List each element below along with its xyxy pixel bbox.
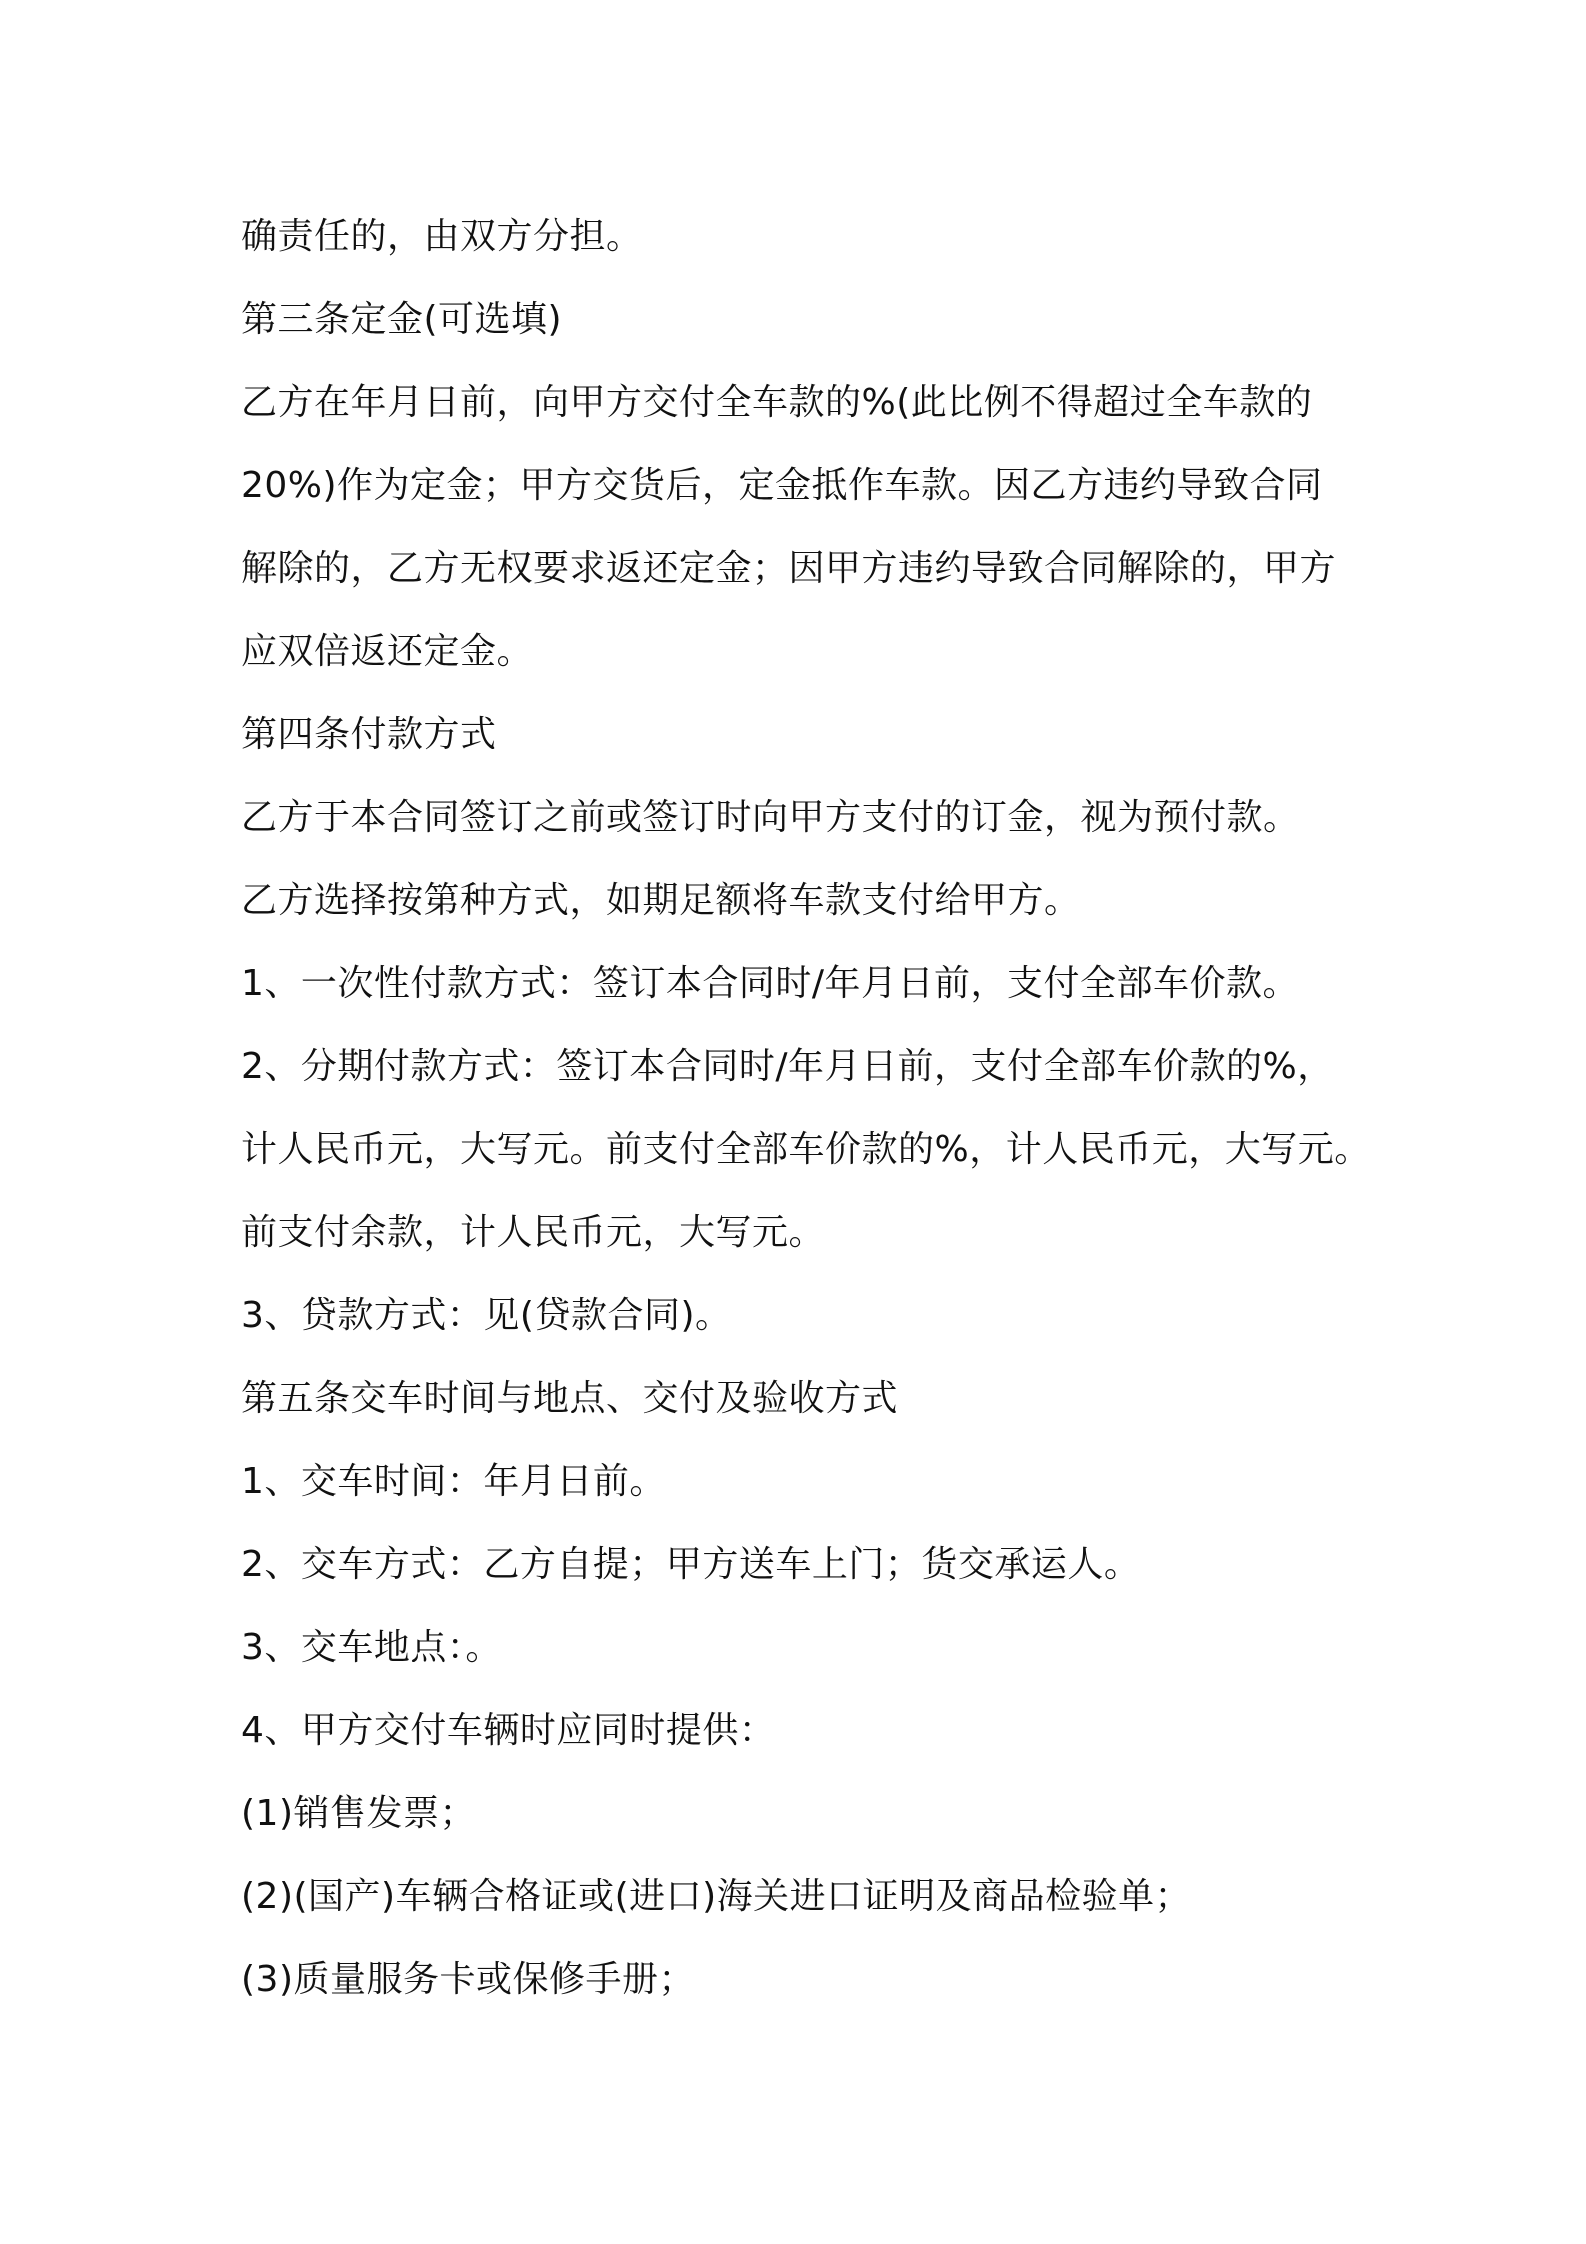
list-item: 4、甲方交付车辆时应同时提供： xyxy=(241,1710,776,1751)
article-heading-deposit: 第三条定金(可选填) xyxy=(241,299,563,340)
text-line: 前支付余款，计人民币元，大写元。 xyxy=(241,1212,826,1253)
document-body xyxy=(241,195,1371,2021)
text-line: 乙方于本合同签订之前或签订时向甲方支付的订金，视为预付款。 xyxy=(241,797,1300,838)
list-item: 2、分期付款方式：签订本合同时/年月日前，支付全部车价款的%， xyxy=(241,1046,1334,1087)
list-item: 2、交车方式：乙方自提；甲方送车上门；货交承运人。 xyxy=(241,1544,1141,1585)
list-item: 1、一次性付款方式：签订本合同时/年月日前，支付全部车价款。 xyxy=(241,963,1300,1004)
text-line: 乙方选择按第种方式，如期足额将车款支付给甲方。 xyxy=(241,880,1081,921)
text-line: 乙方在年月日前，向甲方交付全车款的%(此比例不得超过全车款的 xyxy=(241,382,1313,423)
article-heading-payment: 第四条付款方式 xyxy=(241,714,497,755)
list-item: 1、交车时间：年月日前。 xyxy=(241,1461,666,1502)
text-line: 计人民币元，大写元。前支付全部车价款的%，计人民币元，大写元。 xyxy=(241,1129,1371,1170)
text-line: 20%)作为定金；甲方交货后，定金抵作车款。因乙方违约导致合同 xyxy=(241,465,1323,506)
text-line: 应双倍返还定金。 xyxy=(241,631,534,672)
article-heading-delivery: 第五条交车时间与地点、交付及验收方式 xyxy=(241,1378,899,1419)
sub-list-item: (1)销售发票； xyxy=(241,1793,476,1834)
list-item: 3、交车地点：。 xyxy=(241,1627,502,1668)
list-item: 3、贷款方式：见(贷款合同)。 xyxy=(241,1295,732,1336)
sub-list-item: (3)质量服务卡或保修手册； xyxy=(241,1959,695,2000)
text-line: 解除的，乙方无权要求返还定金；因甲方违约导致合同解除的，甲方 xyxy=(241,548,1337,589)
sub-list-item: (2)(国产)车辆合格证或(进口)海关进口证明及商品检验单； xyxy=(241,1876,1192,1917)
text-line-continuation: 确责任的，由双方分担。 xyxy=(241,216,643,257)
